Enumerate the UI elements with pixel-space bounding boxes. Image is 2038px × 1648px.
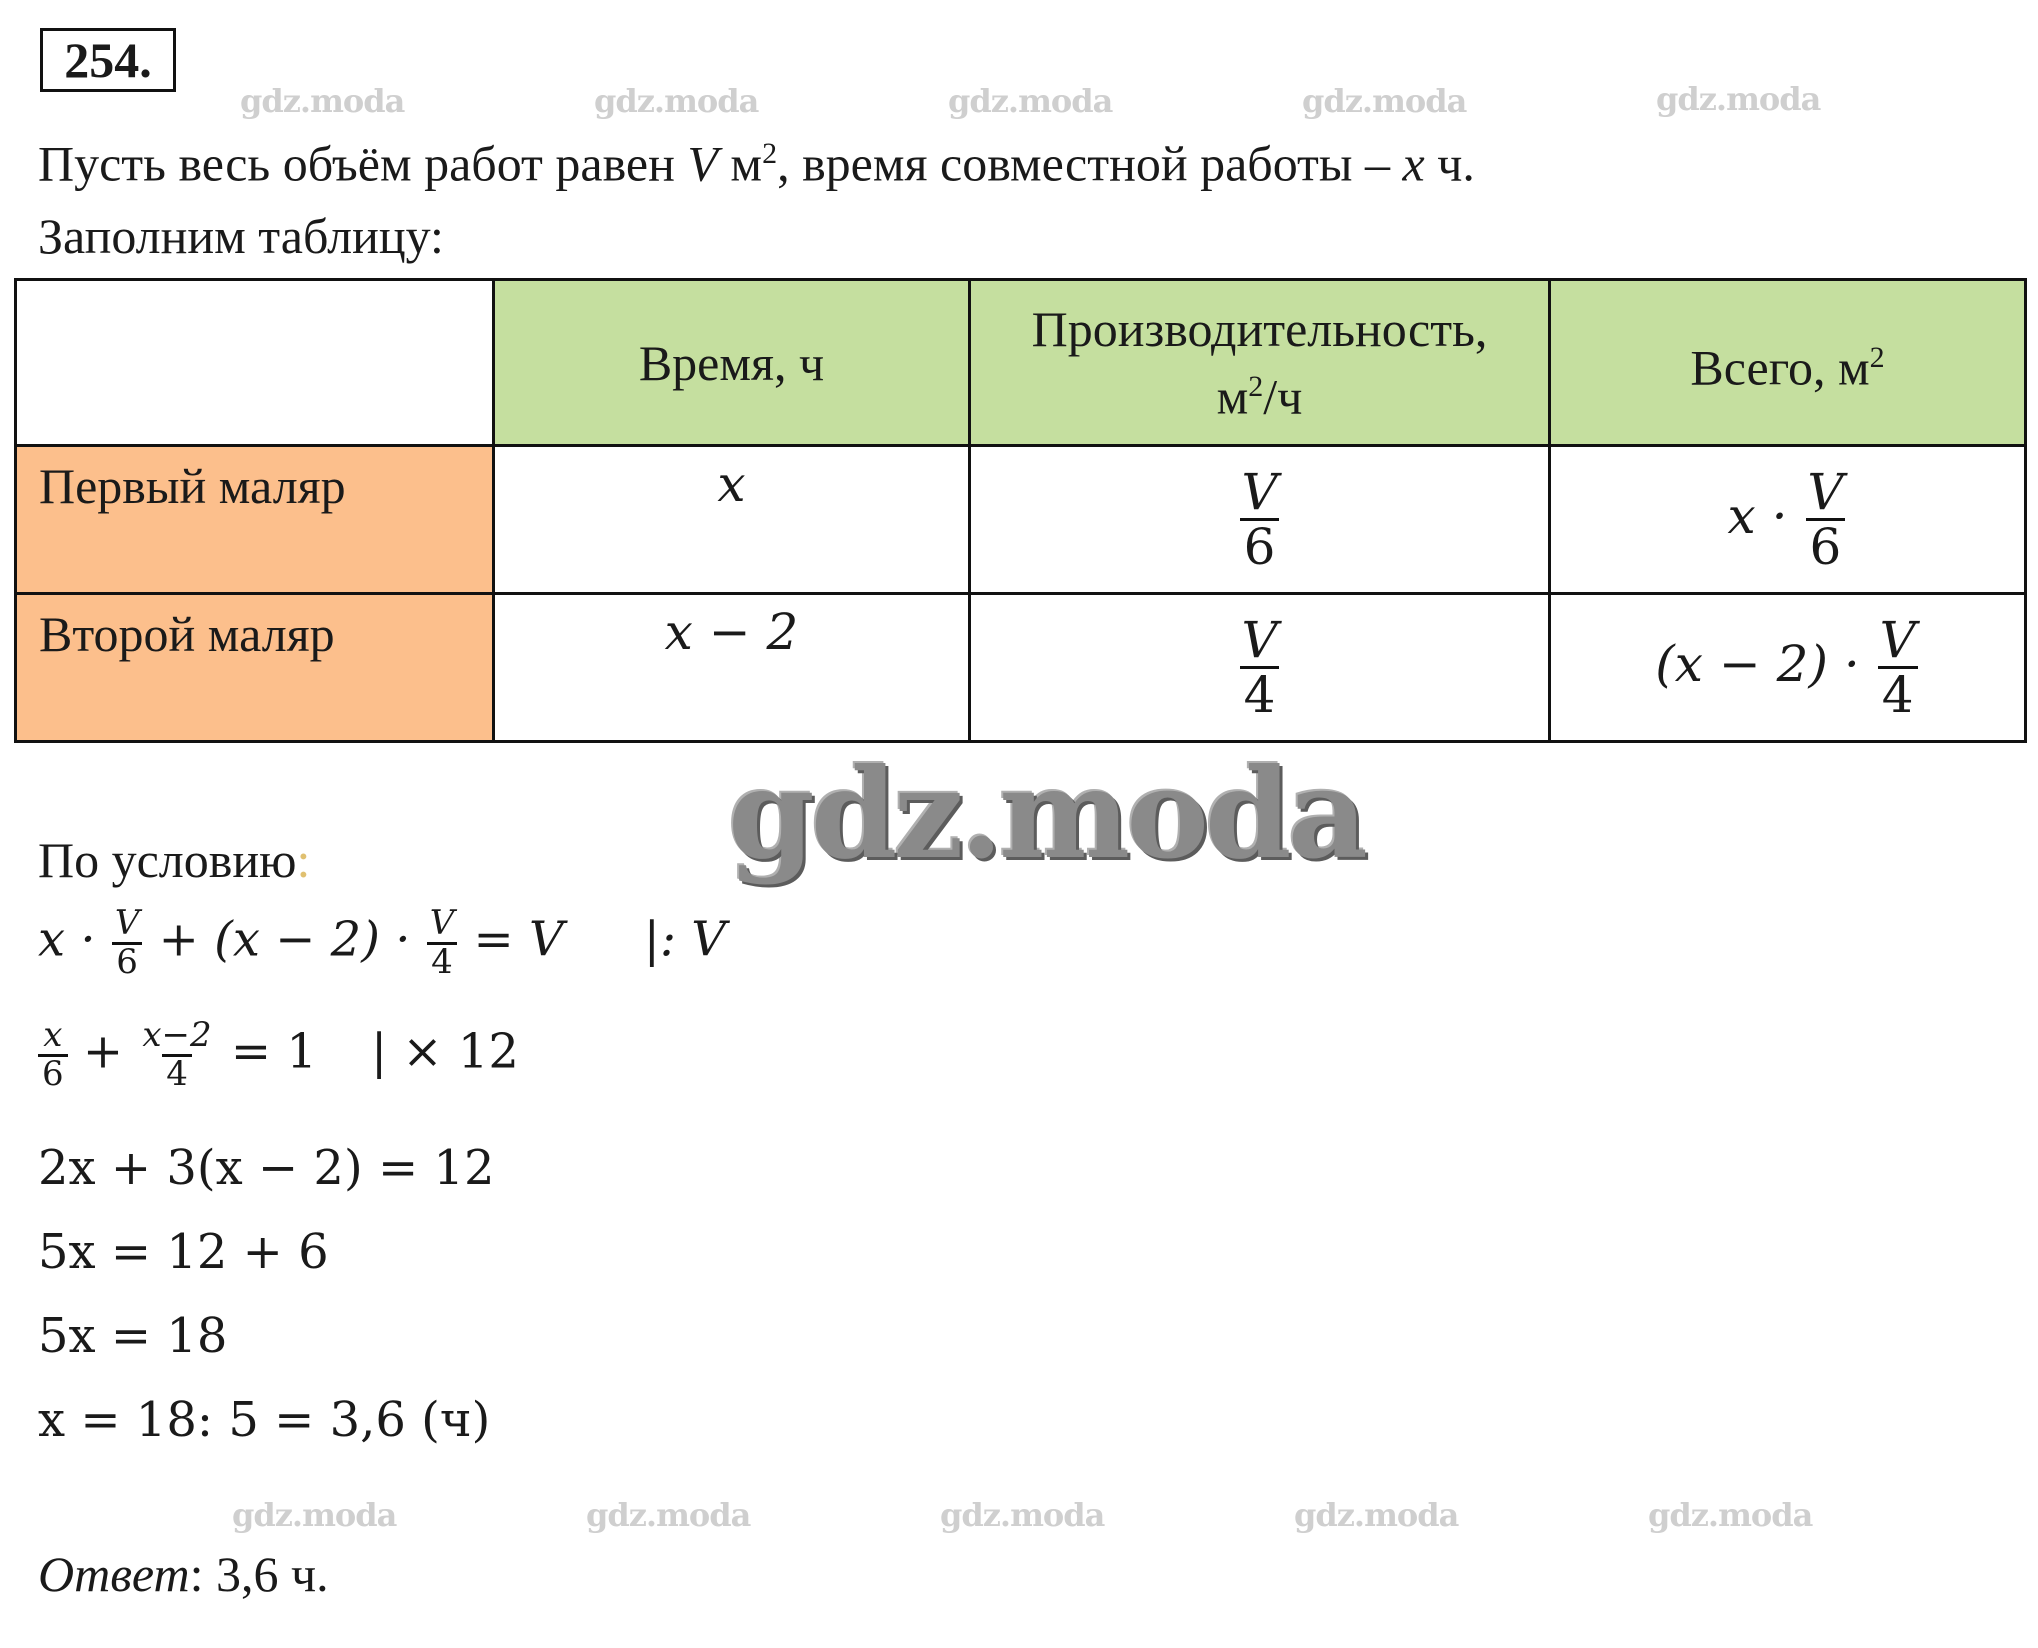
table-row <box>16 594 2026 742</box>
watermark: gdz.moda <box>940 1496 1105 1534</box>
cell-time: x − 2 <box>494 594 970 742</box>
intro-line-2: Заполним таблицу: <box>38 208 444 264</box>
watermark-large: gdz.moda <box>728 742 1364 887</box>
watermark: gdz.moda <box>232 1496 397 1534</box>
cell-time: x <box>494 446 970 594</box>
equation-4: 5x = 12 + 6 <box>38 1224 329 1280</box>
cell-total: (x − 2) · $\frac{V}{4}$ <box>1550 594 2026 742</box>
equation-3: 2x + 3(x − 2) = 12 <box>38 1140 495 1196</box>
equation-5: 5x = 18 <box>38 1308 228 1364</box>
equation-6: x = 18: 5 = 3,6 (ч) <box>38 1392 491 1448</box>
watermark: gdz.moda <box>948 82 1113 120</box>
watermark: gdz.moda <box>1302 82 1467 120</box>
table-header-row <box>16 280 2026 446</box>
problem-number: 254. <box>40 28 176 92</box>
watermark: gdz.moda <box>594 82 759 120</box>
watermark: gdz.moda <box>1648 1496 1813 1534</box>
row-label: Второй маляр <box>16 594 494 742</box>
cell-productivity: $\frac{V}{4}$ <box>970 594 1550 742</box>
watermark: gdz.moda <box>1294 1496 1459 1534</box>
watermark: gdz.moda <box>586 1496 751 1534</box>
header-productivity: Производительность, $м^2/ч$ <box>970 280 1550 446</box>
cell-total: x · $\frac{V}{6}$ <box>1550 446 2026 594</box>
condition-label: По условию: <box>38 832 311 888</box>
intro-line-1: Пусть весь объём работ равен V $м^2$, время совместной работы – x ч. <box>38 135 1475 192</box>
cell-productivity: $\frac{V}{6}$ <box>970 446 1550 594</box>
equation-2: $\frac{x}{6}$ + $\frac{x-2}{4}$ = 1 | × 12 <box>38 1018 519 1092</box>
table-row <box>16 446 2026 594</box>
header-total: Всего, $м^2$ <box>1550 280 2026 446</box>
watermark: gdz.moda <box>240 82 405 120</box>
solution-table <box>14 278 2027 743</box>
answer: Ответ: 3,6 ч. <box>38 1546 329 1602</box>
header-empty-cell <box>16 280 494 446</box>
equation-1: x · $\frac{V}{6}$ + (x − 2) · $\frac{V}{4}$ = V |: V <box>38 903 726 982</box>
row-label: Первый маляр <box>16 446 494 594</box>
watermark: gdz.moda <box>1656 80 1821 118</box>
header-time: Время, ч <box>494 280 970 446</box>
